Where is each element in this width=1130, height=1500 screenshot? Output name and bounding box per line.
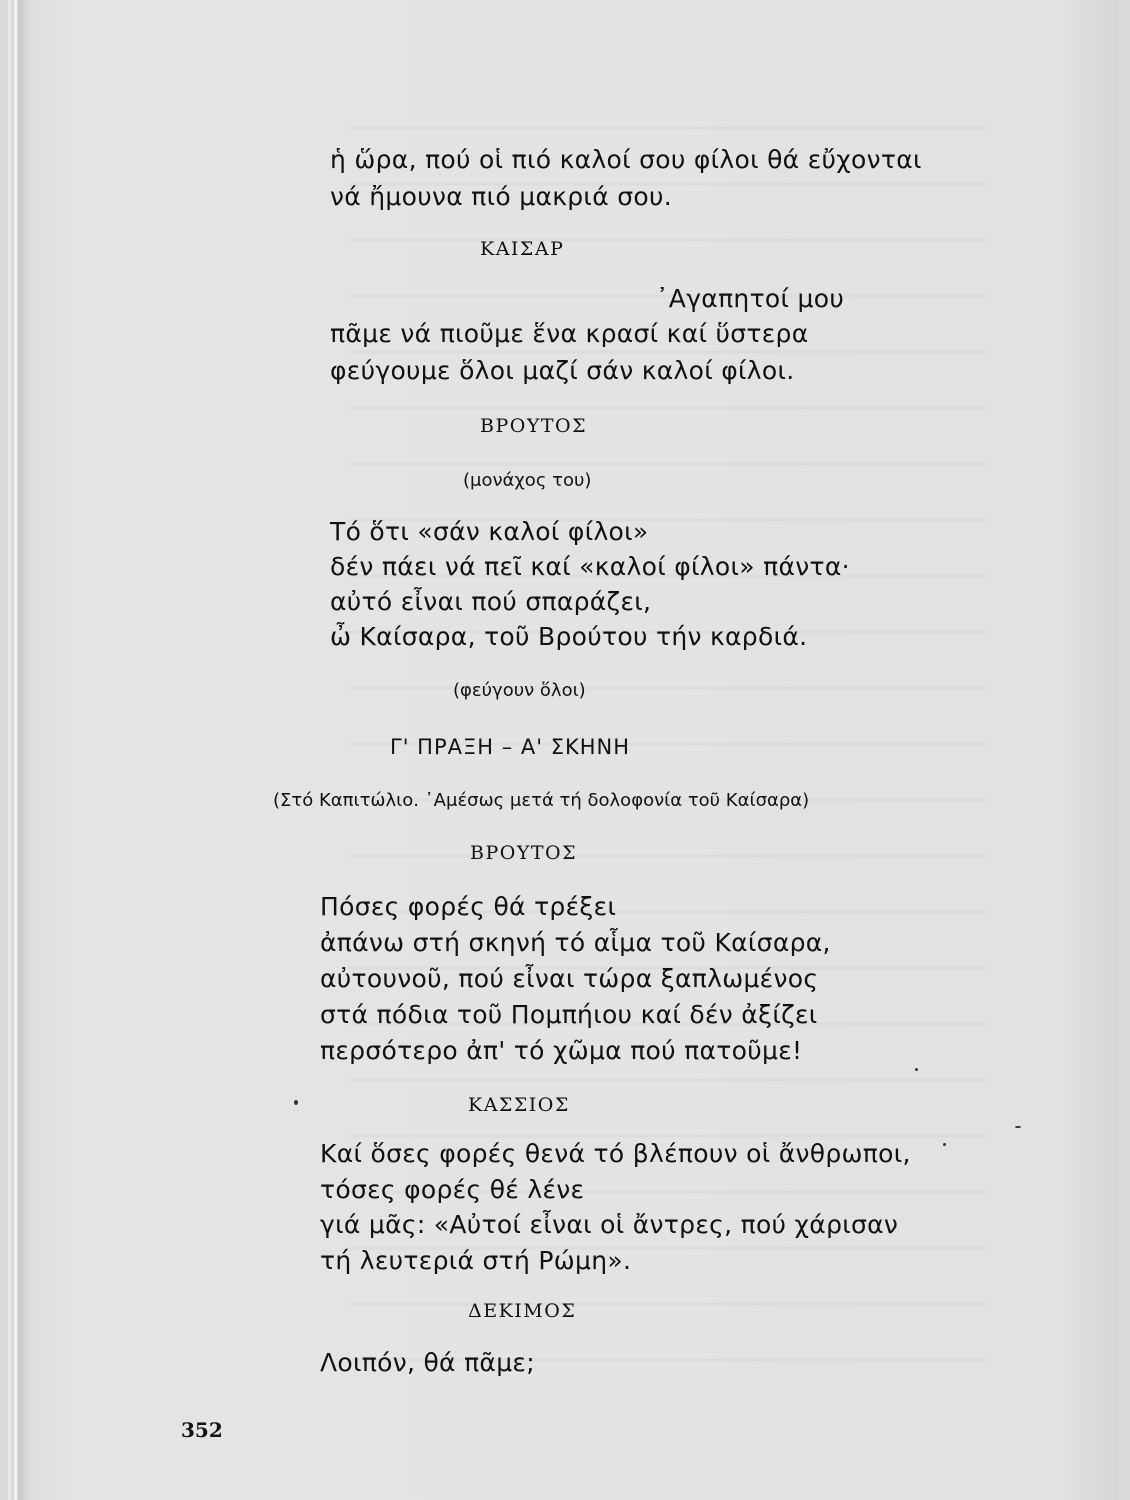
verse-line: γιά μᾶς: «Αὐτοί εἶναι οἱ ἄντρες, πού χάρισαν — [320, 1210, 899, 1239]
verse-line: τή λευτεριά στή Ρώμη». — [320, 1246, 632, 1275]
verse-line: νά ἤμουνα πιό μακριά σου. — [330, 182, 672, 211]
ink-speck — [294, 1100, 298, 1105]
verse-line: τόσες φορές θέ λένε — [320, 1175, 585, 1204]
verse-line: ἀπάνω στή σκηνή τό αἷμα τοῦ Καίσαρα, — [320, 928, 831, 957]
ink-speck — [943, 1143, 946, 1146]
speaker-brutus: ΒΡΟΥΤΟΣ — [480, 415, 588, 437]
verse-line: Λοιπόν, θά πᾶμε; — [320, 1348, 535, 1377]
ink-speck — [1015, 1126, 1021, 1128]
speaker-brutus: ΒΡΟΥΤΟΣ — [470, 842, 578, 864]
verse-line: Καί ὅσες φορές θενά τό βλέπουν οἱ ἄνθρωποι, — [320, 1139, 911, 1168]
speaker-caesar: ΚΑΙΣΑΡ — [480, 238, 565, 260]
verse-line: ᾽Αγαπητοί μου — [656, 284, 845, 313]
verse-line: Πόσες φορές θά τρέξει — [320, 892, 617, 921]
verse-line: ἡ ὥρα, πού οἱ πιό καλοί σου φίλοι θά εὔχονται — [330, 145, 922, 174]
verse-line: περσότερο ἀπ' τό χῶμα πού πατοῦμε! — [320, 1036, 803, 1065]
scene-direction: (Στό Καπιτώλιο. ᾽Αμέσως μετά τή δολοφονία τοῦ Καίσαρα) — [273, 790, 810, 811]
verse-line: Τό ὅτι «σάν καλοί φίλοι» — [330, 517, 649, 546]
page-edge — [8, 0, 11, 1500]
verse-line: φεύγουμε ὅλοι μαζί σάν καλοί φίλοι. — [330, 356, 795, 385]
verse-line: στά πόδια τοῦ Πομπήιου καί δέν ἀξίζει — [320, 1000, 818, 1029]
act-scene-heading: Γ' ΠΡΑΞΗ – Α' ΣΚΗΝΗ — [390, 735, 631, 759]
speaker-decimus: ΔΕΚΙΜΟΣ — [468, 1300, 577, 1322]
verse-line: ὦ Καίσαρα, τοῦ Βρούτου τήν καρδιά. — [330, 622, 808, 651]
speaker-cassius: ΚΑΣΣΙΟΣ — [468, 1094, 570, 1116]
verse-line: αὐτουνοῦ, πού εἶναι τώρα ξαπλωμένος — [320, 964, 819, 993]
stage-direction: (μονάχος του) — [463, 470, 592, 491]
verse-line: αὐτό εἶναι πού σπαράζει, — [330, 587, 652, 616]
stage-direction: (φεύγουν ὅλοι) — [453, 680, 586, 701]
book-page — [18, 0, 1118, 1500]
page-number: 352 — [181, 1418, 223, 1442]
ink-speck — [915, 1068, 918, 1071]
verse-line: πᾶμε νά πιοῦμε ἕνα κρασί καί ὕστερα — [330, 319, 809, 348]
page-edge — [14, 0, 17, 1500]
verse-line: δέν πάει νά πεῖ καί «καλοί φίλοι» πάντα· — [330, 552, 850, 581]
